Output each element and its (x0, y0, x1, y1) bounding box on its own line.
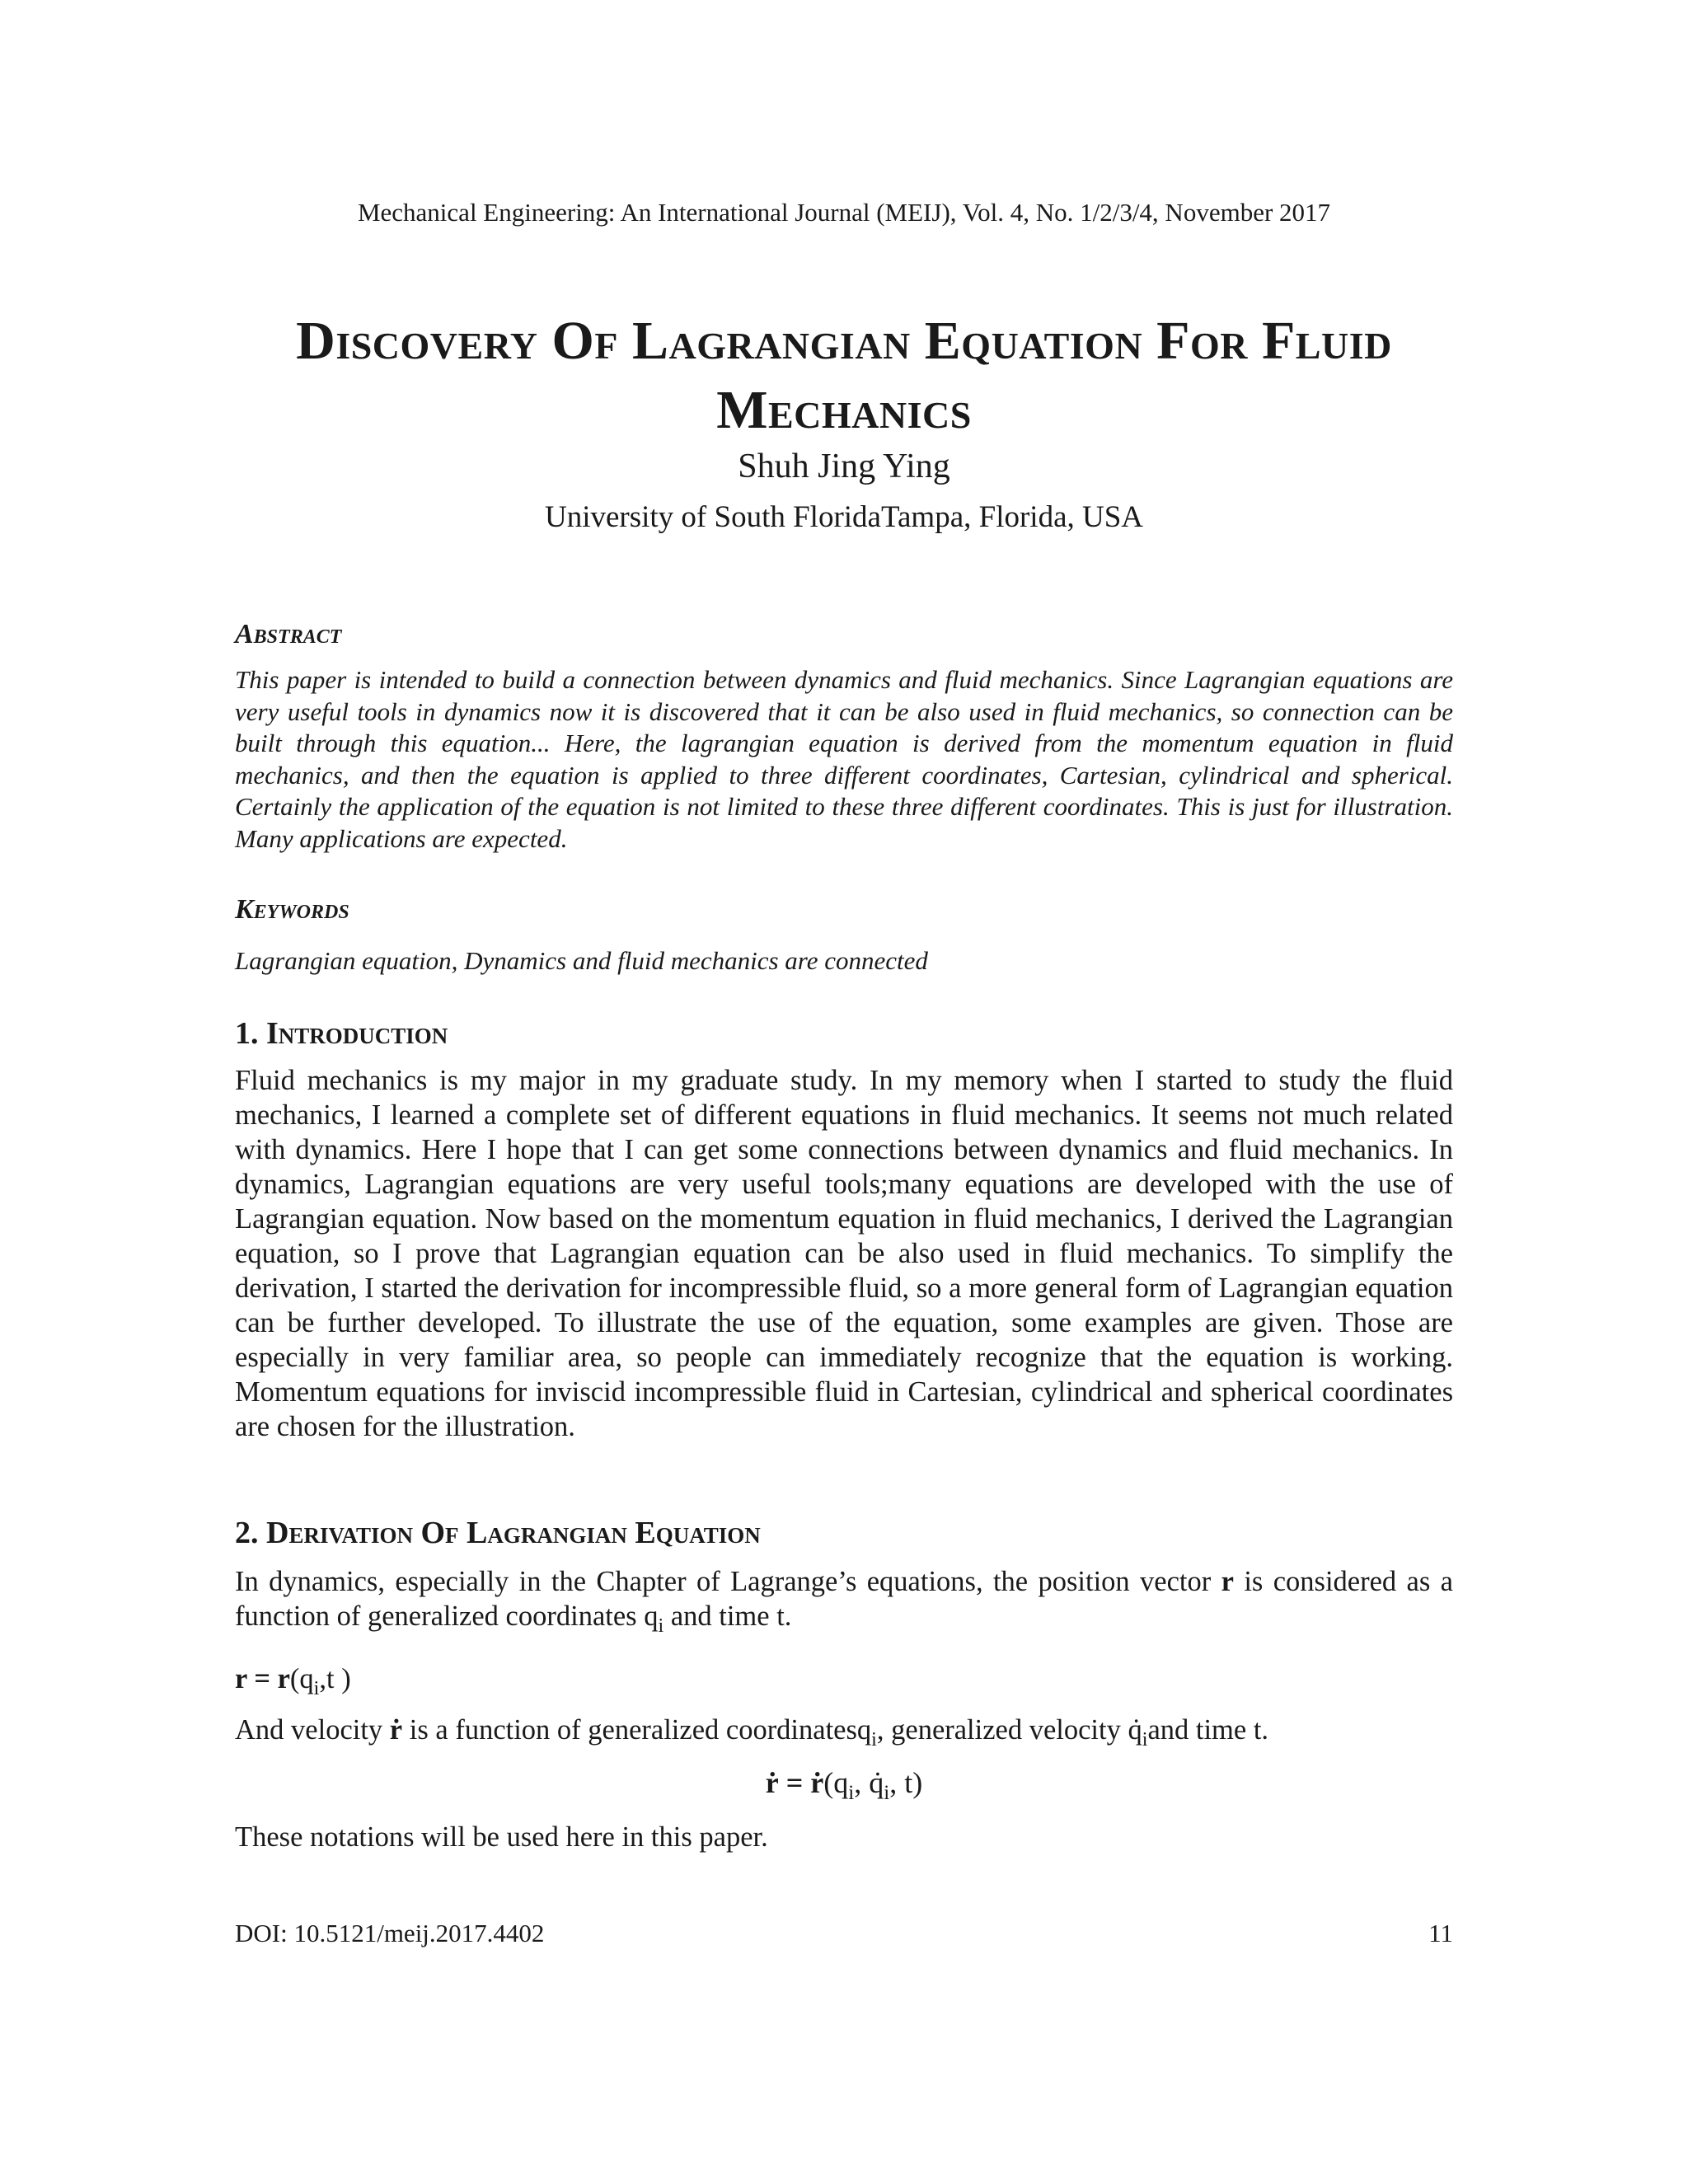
derivation-paragraph-2 (235, 1713, 1453, 1750)
equation-position-subscript: i (313, 1676, 320, 1699)
abstract-body: This paper is intended to build a connection between dynamics and fluid mechanics. Since Lagrangian equations are very useful tools in dynamics now it is discovered that it can be also used in fluid mechanics, so connection can be built through this equation... Here, the lagrangian equation is derived from the momentum equation in fluid mechanics, and then the equation is applied to three different coordinates, Cartesian, cylindrical and spherical. Certainly the application of the equation is not limited to these three different coordinates. This is just for illustration. Many applications are expected. (235, 665, 1453, 853)
subscript-i: i (1142, 1727, 1148, 1750)
equation-velocity (0, 1764, 1688, 1805)
equation-position-args-a: (q (289, 1663, 314, 1694)
keywords-heading: Keywords (235, 894, 349, 925)
abstract-heading: Abstract (235, 619, 342, 649)
derivation-p2-text-a: And velocity (235, 1714, 390, 1746)
derivation-p1-text-c: and time t. (663, 1601, 792, 1632)
derivation-heading: 2. Derivation Of Lagrangian Equation (235, 1516, 761, 1550)
paper-title: Discovery Of Lagrangian Equation For Fluid Mechanics (296, 311, 1392, 440)
velocity-symbol: ṙ (389, 1714, 403, 1746)
derivation-p2-text-b: is a function of generalized coordinatesq (402, 1714, 872, 1746)
author-affiliation: University of South FloridaTampa, Florida, USA (544, 500, 1144, 534)
equation-velocity-subscript-2: i (884, 1782, 890, 1805)
derivation-p1-text-a: In dynamics, especially in the Chapter of Lagrange’s equations, the position vector (235, 1566, 1221, 1597)
equation-velocity-lhs: ṙ = ṙ (765, 1766, 824, 1799)
derivation-paragraph-3: These notations will be used here in this paper. (235, 1821, 768, 1853)
equation-velocity-args-c: , t) (889, 1766, 923, 1799)
introduction-body: Fluid mechanics is my major in my graduate study. In my memory when I started to study the fluid mechanics, I learned a complete set of different equations in fluid mechanics. It seems not much related with dynamics. Here I hope that I can get some connections between dynamics and fluid mechanics. In dynamics, Lagrangian equations are very useful tools;many equations are developed with the use of Lagrangian equation. Now based on the momentum equation in fluid mechanics, I derived the Lagrangian equation, so I prove that Lagrangian equation can be also used in fluid mechanics. To simplify the derivation, I started the derivation for incompressible fluid, so a more general form of Lagrangian equation can be further developed. To illustrate the use of the equation, some examples are given. Those are especially in very familiar area, so people can immediately recognize that the equation is working. Momentum equations for inviscid incompressible fluid in Cartesian, cylindrical and spherical coordinates are chosen for the illustration. (235, 1065, 1453, 1442)
keywords-body: Lagrangian equation, Dynamics and fluid mechanics are connected (235, 946, 928, 975)
footer-page-number: 11 (1428, 1919, 1453, 1947)
derivation-p2-text-c: , generalized velocity q̇ (876, 1714, 1142, 1746)
equation-position-args-b: ,t ) (319, 1663, 351, 1694)
equation-velocity-args-b: , q̇ (854, 1766, 884, 1799)
subscript-i: i (871, 1727, 877, 1750)
introduction-heading: 1. Introduction (235, 1016, 448, 1051)
author-name: Shuh Jing Ying (738, 448, 950, 485)
subscript-i: i (658, 1614, 664, 1637)
abstract-section (235, 616, 1453, 653)
position-vector-symbol: r (1221, 1566, 1234, 1597)
introduction-section (235, 1014, 1453, 1053)
derivation-section (235, 1513, 1453, 1553)
derivation-p2-text-d: and time t. (1147, 1714, 1269, 1746)
keywords-section (235, 892, 1453, 928)
equation-velocity-subscript-1: i (848, 1782, 855, 1805)
derivation-p1-text-b: is considered as a function of generalized coordinates q (235, 1566, 1453, 1632)
derivation-paragraph-1 (235, 1564, 1453, 1637)
footer-doi: DOI: 10.5121/meij.2017.4402 (235, 1919, 545, 1947)
equation-velocity-args-a: (q (823, 1766, 849, 1799)
running-head: Mechanical Engineering: An International Journal (MEIJ), Vol. 4, No. 1/2/3/4, November 2017 (357, 198, 1331, 227)
equation-position (235, 1661, 1453, 1699)
equation-position-lhs: r = r (235, 1663, 290, 1694)
